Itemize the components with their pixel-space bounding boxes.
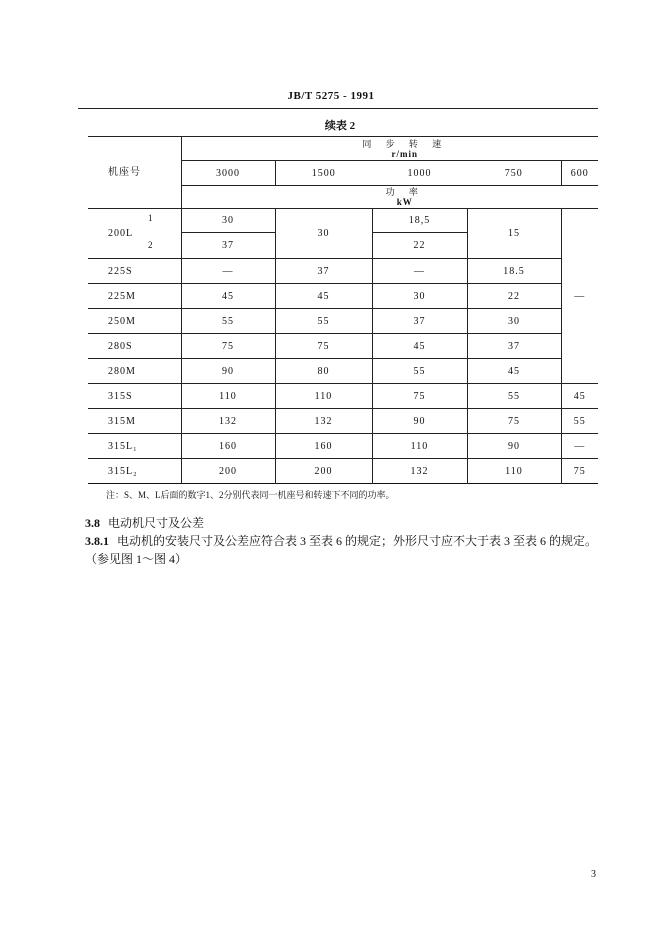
frame-number-cell: 280M [88, 359, 181, 384]
power-cell-1500: 75 [275, 334, 372, 359]
section-title: 电动机尺寸及公差 [108, 516, 205, 530]
power-cell-3000: 45 [181, 284, 275, 309]
power-cell-750: 22 [467, 284, 561, 309]
frame-number-cell [88, 209, 181, 259]
power-cell-600: 45 [561, 384, 598, 409]
speed-header [181, 137, 598, 161]
page-number: 3 [591, 869, 596, 880]
frame-number-header-label: 机座号 [108, 167, 141, 178]
power-cell-600: — [561, 434, 598, 459]
table-row [88, 334, 598, 359]
frame-number-cell: 315L₁ [88, 434, 181, 459]
table-row [88, 384, 598, 409]
power-cell-3000: 110 [181, 384, 275, 409]
power-cell-600: 75 [561, 459, 598, 484]
power-cell-3000: 200 [181, 459, 275, 484]
frame-sub-2: 2 [148, 239, 154, 250]
section-text: 电动机的安装尺寸及公差应符合表 3 至表 6 的规定；外形尺寸应不大于表 3 至表 6 的规定。 [117, 534, 598, 548]
power-cell-3000: 132 [181, 409, 275, 434]
figure-reference: （参见图 1～图 4） [85, 552, 188, 566]
power-cell-750: 15 [467, 209, 561, 259]
frame-number-cell: 315S [88, 384, 181, 409]
power-cell-1000: 75 [372, 384, 467, 409]
speed-1000: 1000 [372, 161, 467, 186]
speed-600: 600 [561, 161, 598, 186]
frame-number-cell: 315M [88, 409, 181, 434]
power-cell-750: 110 [467, 459, 561, 484]
power-cell-3000: 75 [181, 334, 275, 359]
speed-3000: 3000 [181, 161, 275, 186]
header-rule [78, 108, 598, 109]
table-row [88, 459, 598, 484]
section-heading-3-8 [85, 514, 204, 531]
power-header [181, 186, 598, 209]
power-cell-1500: 30 [275, 209, 372, 259]
table-row [88, 359, 598, 384]
frame-200L-box [108, 210, 181, 258]
power-cell-3000: 160 [181, 434, 275, 459]
power-cell-1500: 45 [275, 284, 372, 309]
table-row [88, 434, 598, 459]
power-cell-600-merged: — [561, 209, 598, 384]
power-unit: kW [396, 197, 413, 207]
section-number: 3.8.1 [85, 534, 109, 548]
power-cell-750: 37 [467, 334, 561, 359]
speed-unit: r/min [391, 148, 419, 159]
frame-label: 200L [108, 227, 134, 239]
power-cell-1000: 90 [372, 409, 467, 434]
power-cell-750: 75 [467, 409, 561, 434]
power-cell-1000: 55 [372, 359, 467, 384]
power-cell-750: 18.5 [467, 259, 561, 284]
power-cell-1500: 132 [275, 409, 372, 434]
section-number: 3.8 [85, 516, 100, 530]
table-row [88, 409, 598, 434]
power-cell-750: 55 [467, 384, 561, 409]
power-cell-750: 45 [467, 359, 561, 384]
power-cell-1000: 30 [372, 284, 467, 309]
frame-number-cell: 280S [88, 334, 181, 359]
power-cell-3000: — [181, 259, 275, 284]
power-cell-750: 30 [467, 309, 561, 334]
power-cell-600: 55 [561, 409, 598, 434]
frame-number-cell: 225S [88, 259, 181, 284]
frame-number-cell: 315L₂ [88, 459, 181, 484]
table-row [88, 209, 598, 233]
section-paragraph-3-8-1 [85, 532, 597, 549]
frame-number-cell: 225M [88, 284, 181, 309]
speed-title: 同 步 转 速 [362, 138, 448, 149]
power-cell-1000: 18,5 [372, 209, 467, 233]
table-row [88, 259, 598, 284]
power-cell-1500: 80 [275, 359, 372, 384]
speed-750: 750 [467, 161, 561, 186]
table-note: 注：S、M、L后面的数字1、2分别代表同一机座号和转速下不同的功率。 [106, 490, 395, 500]
frame-sub-1: 1 [148, 212, 154, 223]
power-cell-1000: — [372, 259, 467, 284]
power-cell-1500: 37 [275, 259, 372, 284]
power-title: 功 率 [385, 187, 424, 197]
frame-number-cell: 250M [88, 309, 181, 334]
power-table [88, 136, 598, 484]
table-row [88, 309, 598, 334]
power-cell-3000: 37 [181, 233, 275, 259]
power-cell-1500: 200 [275, 459, 372, 484]
power-cell-1000: 110 [372, 434, 467, 459]
power-cell-1000: 37 [372, 309, 467, 334]
power-cell-1500: 55 [275, 309, 372, 334]
power-cell-1000: 132 [372, 459, 467, 484]
speed-1500: 1500 [275, 161, 372, 186]
header-row-speed [88, 137, 598, 161]
table-row [88, 284, 598, 309]
table-caption: 续表 2 [324, 120, 356, 132]
power-cell-1000: 22 [372, 233, 467, 259]
power-cell-3000: 55 [181, 309, 275, 334]
power-cell-1500: 160 [275, 434, 372, 459]
standard-code-header: JB/T 5275 - 1991 [287, 90, 375, 102]
power-cell-750: 90 [467, 434, 561, 459]
power-cell-1500: 110 [275, 384, 372, 409]
power-cell-3000: 30 [181, 209, 275, 233]
power-cell-1000: 45 [372, 334, 467, 359]
power-cell-3000: 90 [181, 359, 275, 384]
column-header-frame-number [88, 137, 181, 209]
